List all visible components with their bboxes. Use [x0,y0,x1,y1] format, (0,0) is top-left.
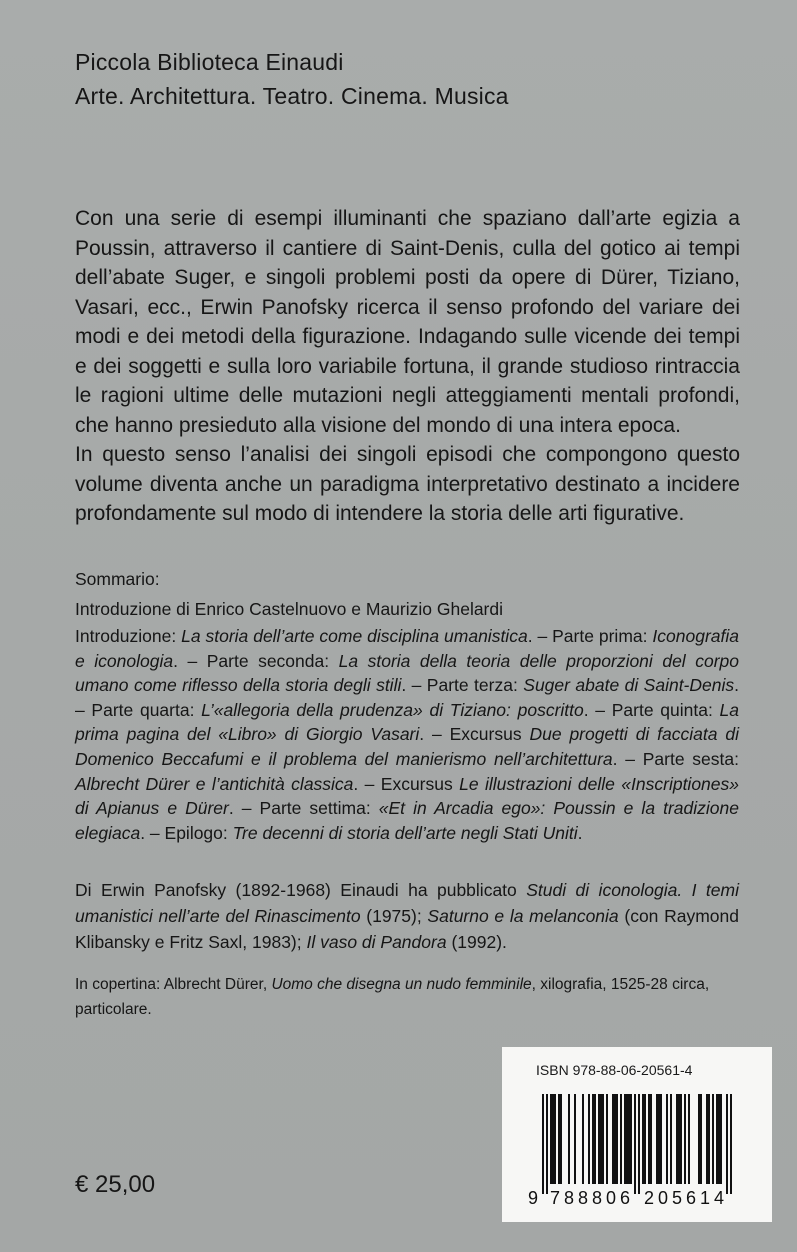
sommario-label: Sommario: [75,569,160,589]
barcode-digit: 0 [657,1188,669,1208]
barcode-guard-bar [542,1094,544,1194]
contents-segment: . – Epilogo: [140,822,233,843]
contents-segment: . – Parte quinta: [583,699,720,720]
contents-segment: Tre decenni di storia dell’arte negli Stati Uniti [232,822,578,843]
series-heading [75,45,509,113]
bio-segment: (1992). [446,932,507,952]
barcode-bar [712,1094,714,1184]
cover-credit [75,973,747,1022]
contents-segment: La storia della teoria delle proporzioni del corpo umano come riflesso della storia degli stili [75,650,739,696]
barcode-bar [678,1094,680,1184]
barcode-bar [550,1094,552,1184]
barcode-guard-bar [730,1094,732,1194]
barcode-bar [558,1094,560,1184]
contents-segment: Introduzione: [75,626,182,646]
barcode-bar [650,1094,652,1184]
barcode-label [502,1047,772,1222]
barcode-digit: 2 [643,1188,655,1208]
credit-segment: In copertina: Albrecht Dürer, [75,976,272,993]
introduction-credit: Introduzione di Enrico Castelnuovo e Maurizio Ghelardi [75,599,504,619]
contents-segment: . – Parte sesta: [612,748,739,769]
contents-segment: . – Parte quarta: [75,675,740,720]
barcode-bar [688,1094,690,1184]
barcode-bar [648,1094,650,1184]
barcode-bar [568,1094,570,1184]
barcode-bar [658,1094,660,1184]
barcode-guard-bar [546,1094,548,1194]
barcode-digit: 6 [619,1188,631,1208]
barcode-bar [592,1094,594,1184]
barcode-bar [644,1094,646,1184]
barcode [526,1092,752,1210]
credit-segment: Uomo che disegna un nudo femminile [271,976,532,993]
bio-segment: Studi di iconologia. I temi umanistici nell’arte del Rinascimento [75,880,739,926]
barcode-bar [656,1094,658,1184]
price: € 25,00 [75,1171,156,1198]
barcode-bar [708,1094,710,1184]
contents-segment: «Et in Arcadia ego»: Poussin e la tradizione elegiaca [75,798,739,843]
contents-segment: Suger abate di Saint-Denis [523,675,735,696]
barcode-bar [582,1094,584,1184]
barcode-bar [680,1094,682,1184]
barcode-bar [716,1094,718,1184]
barcode-bar [626,1094,628,1184]
isbn-text: ISBN 978-88-06-20561-4 [536,1062,693,1078]
bio-segment: (1975); [360,906,428,926]
barcode-digit: 1 [699,1188,711,1208]
barcode-bar [598,1094,600,1184]
barcode-digit: 8 [563,1188,575,1208]
barcode-bar [624,1094,626,1184]
barcode-bar [642,1094,644,1184]
contents-segment: . – Parte settima: [228,798,379,819]
barcode-bar [720,1094,722,1184]
author-bio [75,877,739,955]
barcode-guard-bar [634,1094,636,1194]
contents-segment: . – Excursus [419,724,530,745]
barcode-bar [684,1094,686,1184]
barcode-bar [676,1094,678,1184]
barcode-bar [630,1094,632,1184]
barcode-bar [552,1094,554,1184]
barcode-bar [612,1094,614,1184]
barcode-bar [560,1094,562,1184]
bio-segment: Il vaso di Pandora [306,932,447,952]
blurb-paragraph-2: In questo senso l’analisi dei singoli episodi che compongono questo volume diventa anche un paradigma interpretativo destinato a incidere profondamente sul modo di intendere la storia delle arti figurative. [75,443,740,525]
barcode-digit: 4 [713,1188,725,1208]
barcode-bar [616,1094,618,1184]
barcode-bar [670,1094,672,1184]
barcode-bar [554,1094,556,1184]
blurb-paragraph-1: Con una serie di esempi illuminanti che spaziano dall’arte egizia a Poussin, attraverso il cantiere di Saint-Denis, culla del gotico ai tempi dell’abate Suger, e singoli problemi posti da opere di Dürer, Tiziano, Vasari, ecc., Erwin Panofsky ricerca il senso profondo del variare dei modi e dei metodi della figurazione. Indagando sulle vicende dei tempi e dei soggetti e sulla loro variabile fortuna, il grande studioso rintraccia le ragioni ultime delle mutazioni negli atteggiamenti mentali profondi, che hanno presieduto alla visione del mondo di una intera epoca. [75,207,740,437]
credit-segment: , xilografia, 1525-28 circa, particolare. [75,976,710,1018]
contents-segment: . [577,822,583,843]
barcode-guard-bar [638,1094,640,1194]
bio-segment: Saturno e la melanconia [427,906,619,926]
barcode-digit: 6 [685,1188,697,1208]
barcode-digit: 9 [527,1188,539,1208]
barcode-bar [614,1094,616,1184]
series-name: Piccola Biblioteca Einaudi [75,49,344,75]
contents-segment: Iconografia e iconologia [75,626,740,671]
bio-segment: (con Raymond Klibansky e Fritz Saxl, 1983); [75,906,740,952]
contents-segment: . – Excursus [353,773,460,794]
bio-segment: Di Erwin Panofsky (1892-1968) Einaudi ha pubblicato [75,880,527,900]
barcode-bar [594,1094,596,1184]
barcode-guard-bar [726,1094,728,1194]
barcode-bar [574,1094,576,1184]
barcode-bar [700,1094,702,1184]
contents-segment: L’«allegoria della prudenza» di Tiziano: poscritto [201,699,584,720]
barcode-bar [666,1094,668,1184]
table-of-contents [75,624,739,845]
contents-segment: Albrecht Dürer e l’antichità classica [75,773,354,794]
barcode-digit: 7 [549,1188,561,1208]
contents-segment: La storia dell’arte come disciplina umanistica [181,626,528,646]
barcode-digit: 5 [671,1188,683,1208]
barcode-bar [606,1094,608,1184]
barcode-bar [706,1094,708,1184]
contents-segment: La prima pagina del «Libro» di Giorgio Vasari [75,699,739,745]
barcode-bar [602,1094,604,1184]
contents-segment: . – Parte seconda: [173,650,339,671]
contents-segment: Le illustrazioni delle «Inscriptiones» di Apianus e Dürer [75,773,739,819]
contents-segment: Due progetti di facciata di Domenico Beccafumi e il problema del manierismo nell’architettura [75,724,739,769]
blurb [75,204,740,529]
barcode-digit: 8 [577,1188,589,1208]
barcode-bar [718,1094,720,1184]
barcode-bar [698,1094,700,1184]
contents-segment: . – Parte prima: [527,626,653,646]
barcode-bar [600,1094,602,1184]
barcode-bar [660,1094,662,1184]
series-subjects: Arte. Architettura. Teatro. Cinema. Musica [75,83,509,109]
barcode-bar [620,1094,622,1184]
barcode-bar [628,1094,630,1184]
barcode-digit: 8 [591,1188,603,1208]
contents-segment: . – Parte terza: [401,675,524,696]
barcode-bar [588,1094,590,1184]
barcode-digit: 0 [605,1188,617,1208]
